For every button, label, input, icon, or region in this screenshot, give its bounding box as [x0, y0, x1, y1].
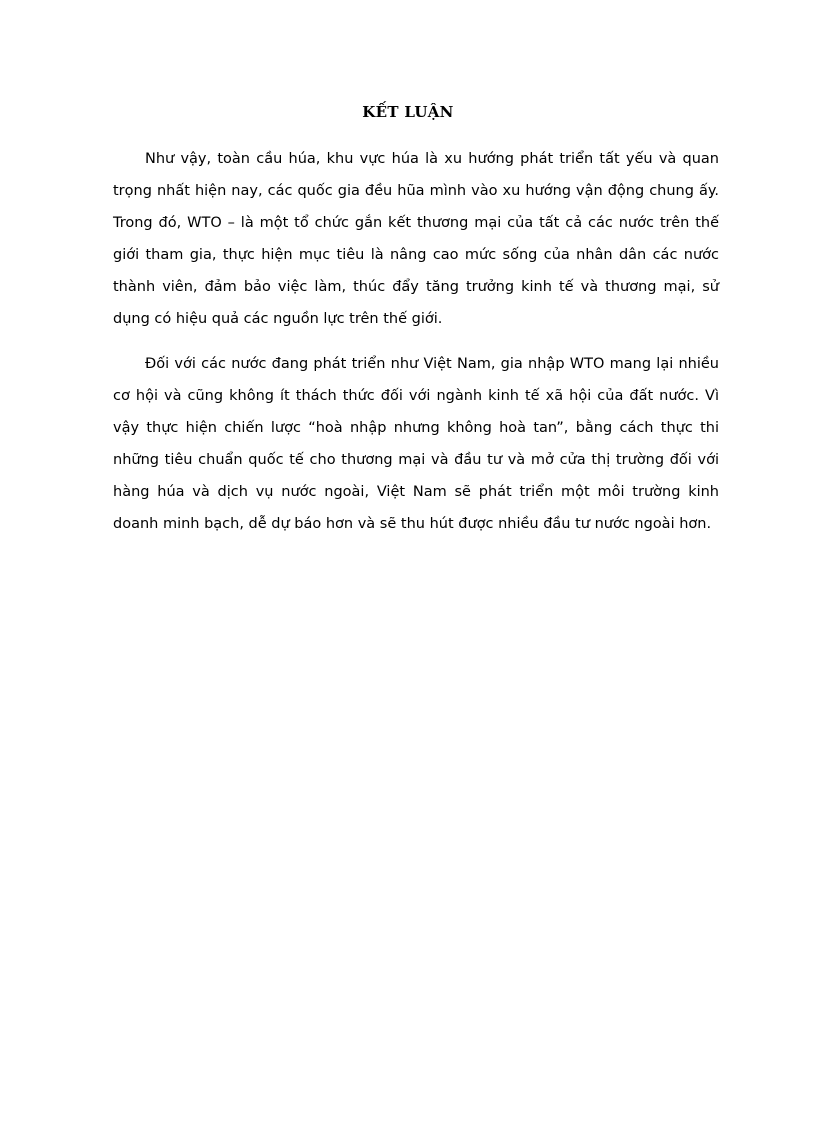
- body-paragraph: Như vậy, toàn cầu húa, khu vực húa là xu hướng phát triển tất yếu và quan trọng nhất hiện nay, các quốc gia đều hũa mình vào xu hướng vận động chung ấy. Trong đó, WTO – là một tổ chức gắn kết thương mại của tất cả các nước trên thế giới tham gia, thực hiện mục tiêu là nâng cao mức sống của nhân dân các nước thành viên, đảm bảo việc làm, thúc đẩy tăng trưởng kinh tế và thương mại, sử dụng có hiệu quả các nguồn lực trên thế giới.: [113, 151, 719, 327]
- body-paragraph: Đối với các nước đang phát triển như Việt Nam, gia nhập WTO mang lại nhiều cơ hội và cũng không ít thách thức đối với ngành kinh tế xã hội của đất nước. Vì vậy thực hiện chiến lược “hoà nhập nhưng không hoà tan”, bằng cách thực thi những tiêu chuẩn quốc tế cho thương mại và đầu tư và mở cửa thị trường đối với hàng húa và dịch vụ nước ngoài, Việt Nam sẽ phát triển một môi trường kinh doanh minh bạch, dễ dự báo hơn và sẽ thu hút được nhiều đầu tư nước ngoài hơn.: [113, 356, 719, 532]
- page-title: KẾT LUẬN: [362, 103, 454, 121]
